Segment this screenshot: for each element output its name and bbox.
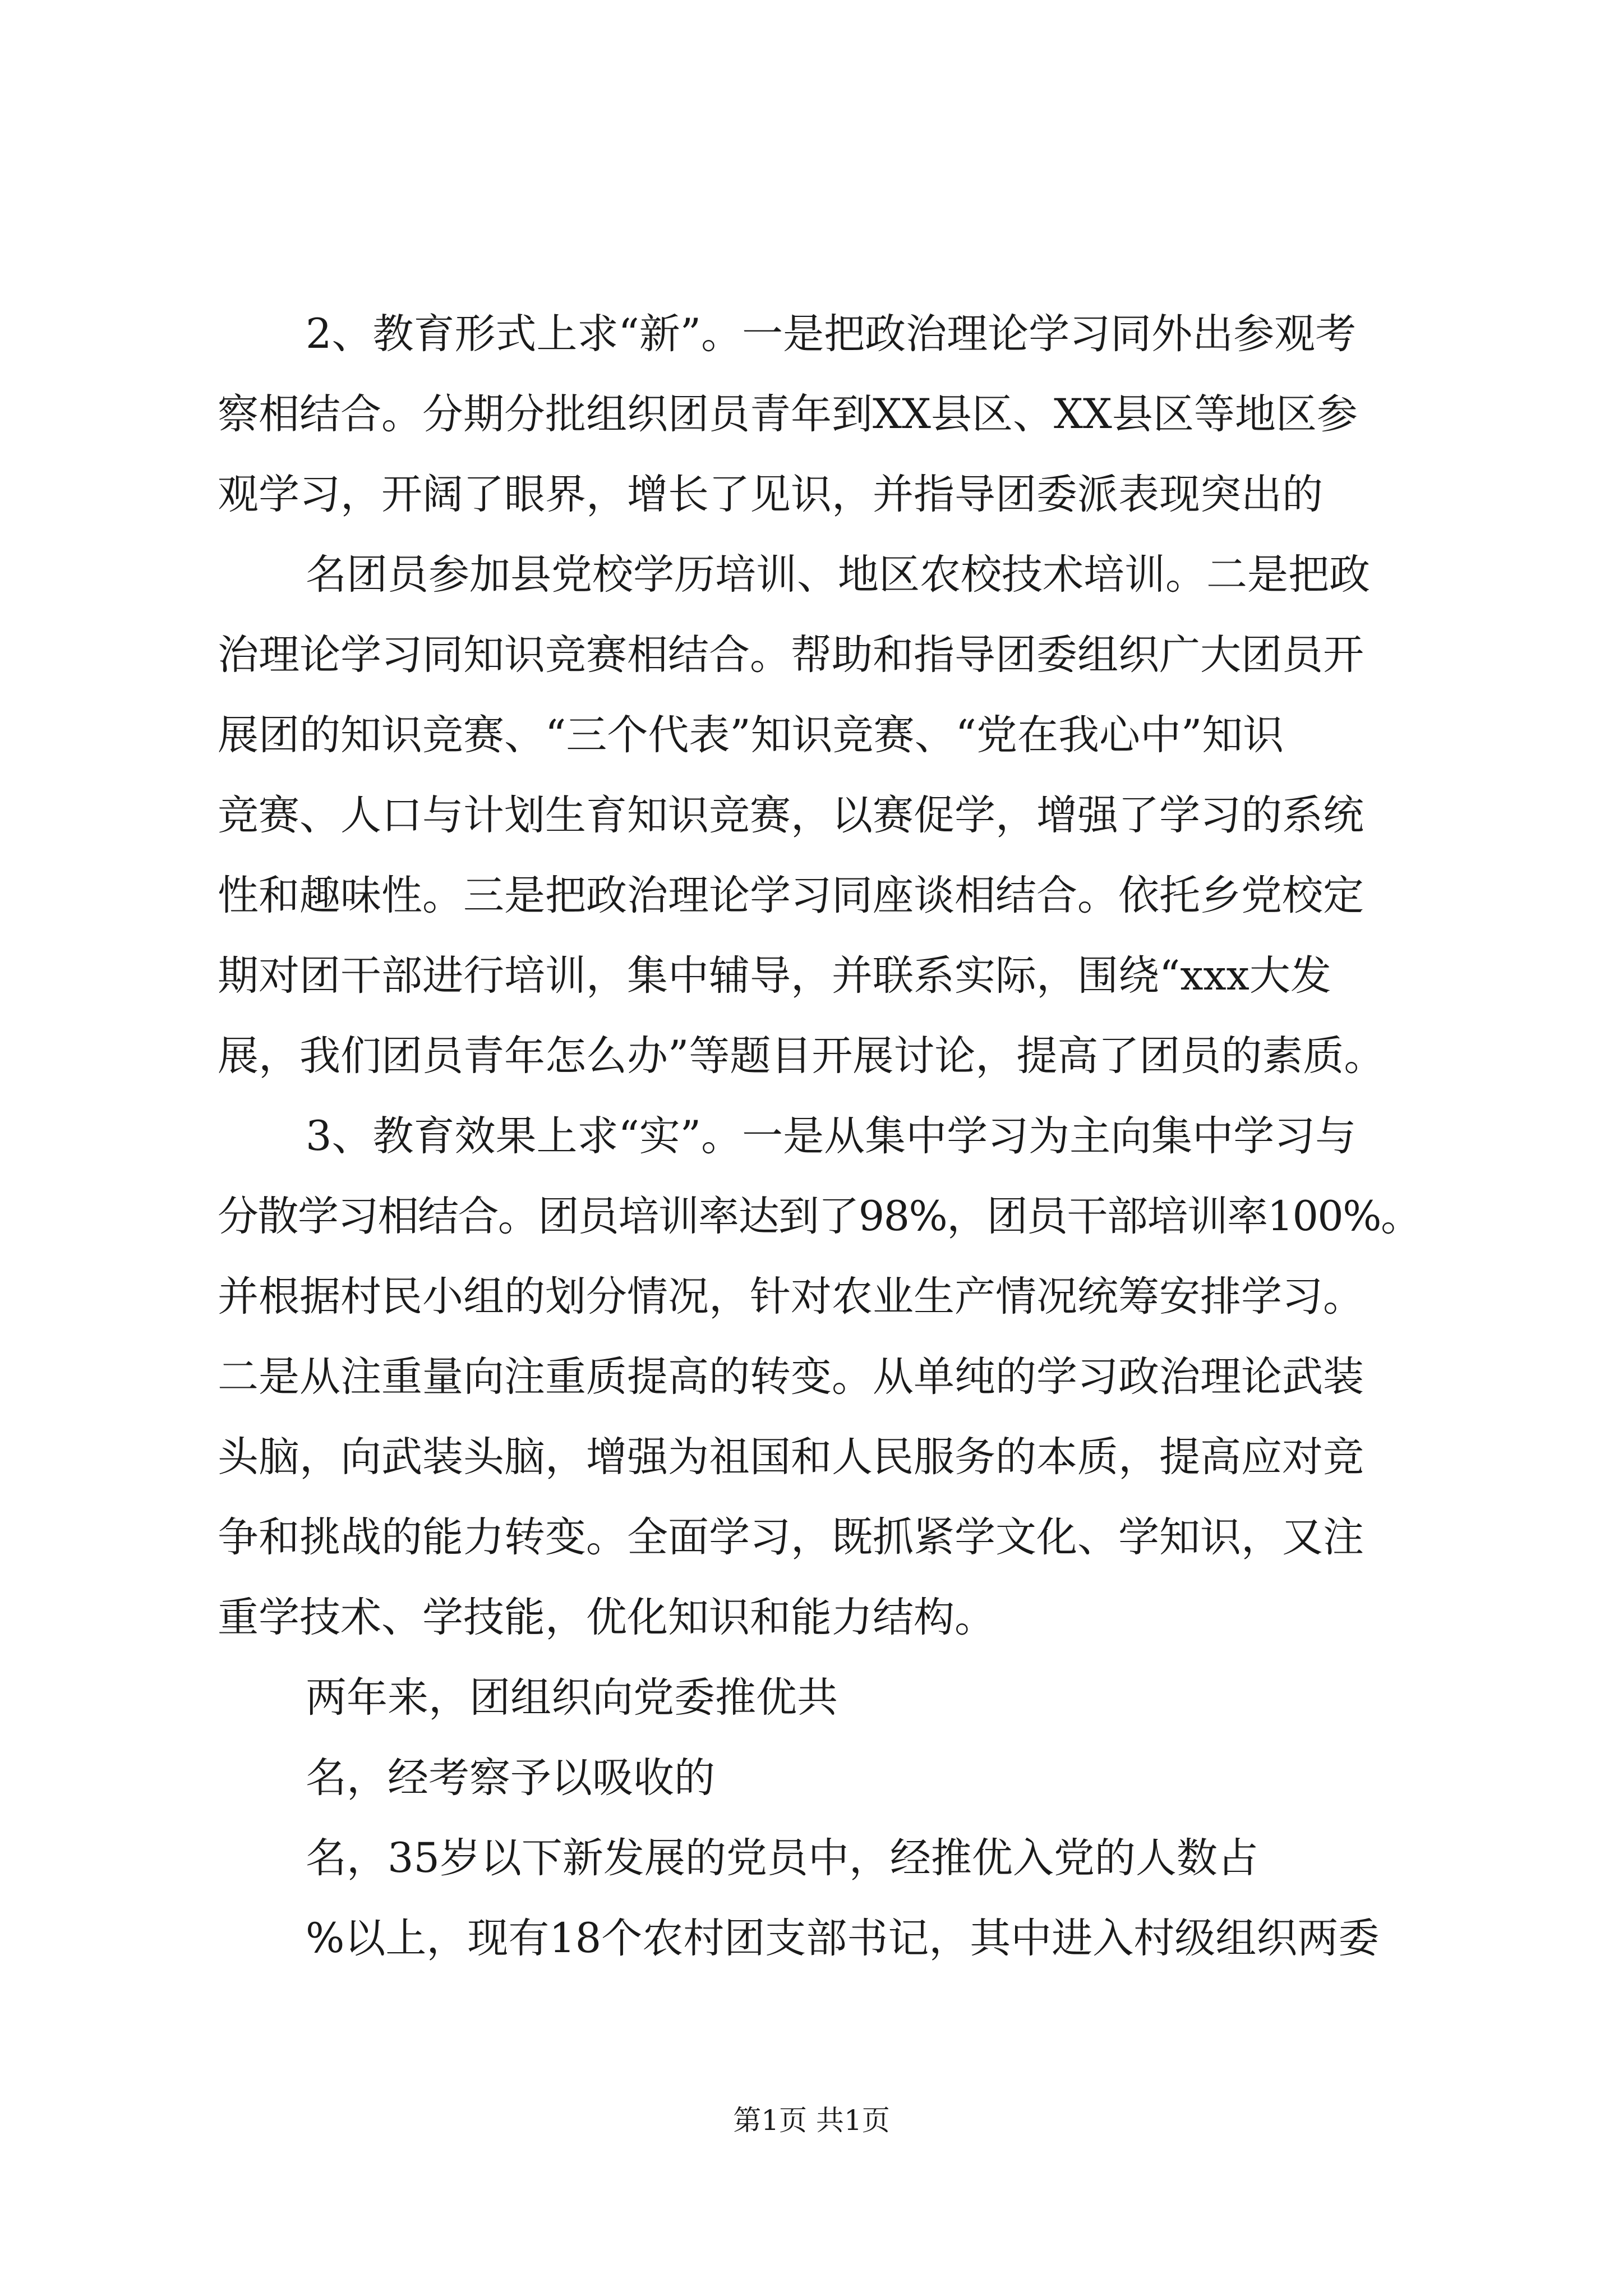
page-footer: 第1页 共1页 bbox=[733, 2104, 890, 2137]
text-line: 展，我们团员青年怎么办”等题目开展讨论，提高了团员的素质。 bbox=[218, 1032, 1385, 1080]
text-line: 名，35岁以下新发展的党员中，经推优入党的人数占 bbox=[306, 1834, 1258, 1882]
text-line: 展团的知识竞赛、“三个代表”知识竞赛、“党在我心中”知识 bbox=[218, 711, 1284, 759]
text-line: 二是从注重量向注重质提高的转变。从单纯的学习政治理论武装 bbox=[218, 1353, 1364, 1401]
text-line: 2、教育形式上求“新”。一是把政治理论学习同外出参观考 bbox=[306, 310, 1357, 358]
text-line: 头脑，向武装头脑，增强为祖国和人民服务的本质，提高应对竞 bbox=[218, 1433, 1364, 1481]
text-line: 观学习，开阔了眼界，增长了见识，并指导团委派表现突出的 bbox=[218, 471, 1323, 518]
text-line: 察相结合。分期分批组织团员青年到XX县区、XX县区等地区参 bbox=[218, 390, 1358, 438]
text-line: 性和趣味性。三是把政治理论学习同座谈相结合。依托乡党校定 bbox=[218, 872, 1364, 919]
text-line: 分散学习相结合。团员培训率达到了98%，团员干部培训率100%。 bbox=[218, 1193, 1421, 1240]
text-line: %以上，现有18个农村团支部书记，其中进入村级组织两委 bbox=[306, 1915, 1380, 1962]
text-line: 治理论学习同知识竞赛相结合。帮助和指导团委组织广大团员开 bbox=[218, 631, 1364, 679]
text-line: 名团员参加县党校学历培训、地区农校技术培训。二是把政 bbox=[306, 551, 1370, 599]
text-line: 重学技术、学技能，优化知识和能力结构。 bbox=[218, 1594, 995, 1641]
text-line: 3、教育效果上求“实”。一是从集中学习为主向集中学习与 bbox=[306, 1112, 1357, 1160]
text-line: 名，经考察予以吸收的 bbox=[306, 1754, 715, 1802]
text-line: 争和挑战的能力转变。全面学习，既抓紧学文化、学知识，又注 bbox=[218, 1513, 1364, 1561]
text-line: 期对团干部进行培训，集中辅导，并联系实际，围绕“xxx大发 bbox=[218, 952, 1331, 1000]
text-line: 两年来，团组织向党委推优共 bbox=[306, 1674, 838, 1722]
text-line: 并根据村民小组的划分情况，针对农业生产情况统筹安排学习。 bbox=[218, 1273, 1364, 1320]
text-line: 竞赛、人口与计划生育知识竞赛，以赛促学，增强了学习的系统 bbox=[218, 792, 1364, 839]
